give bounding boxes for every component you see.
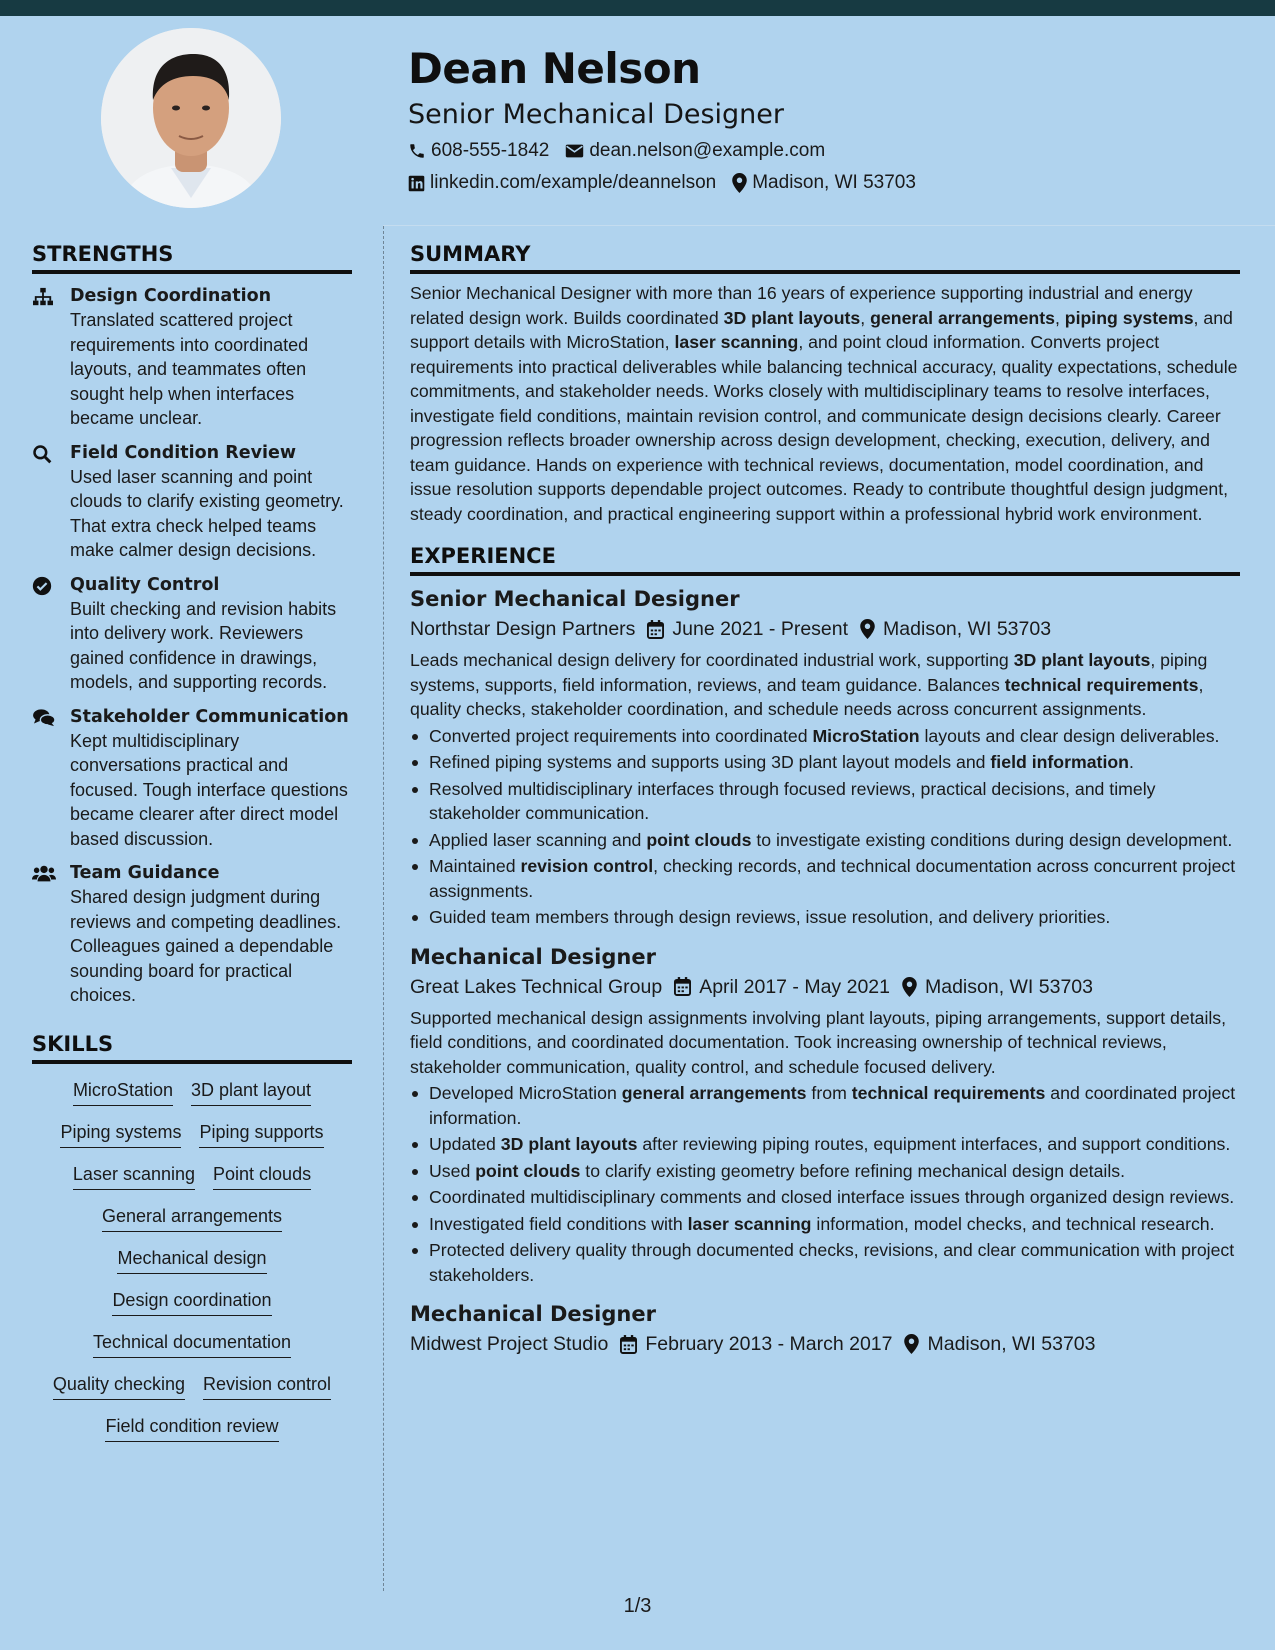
skill-row bbox=[32, 1330, 352, 1358]
skill-tag: Piping supports bbox=[199, 1120, 323, 1148]
contact-line-2 bbox=[408, 170, 1248, 196]
calendar-icon bbox=[635, 620, 672, 639]
bold-keyword: point clouds bbox=[646, 829, 752, 850]
text-segment: Refined piping systems and supports using 3D plant layout models and bbox=[429, 752, 991, 772]
envelope-icon bbox=[565, 143, 584, 159]
skill-row bbox=[32, 1414, 352, 1442]
bullet-item bbox=[410, 777, 1240, 826]
skill-row bbox=[32, 1372, 352, 1400]
skill-tag: Laser scanning bbox=[73, 1162, 195, 1190]
text-segment: Developed MicroStation bbox=[429, 1083, 622, 1103]
job-meta bbox=[410, 972, 1240, 1002]
skill-row bbox=[32, 1162, 352, 1190]
job-title: Mechanical Designer bbox=[410, 1302, 656, 1326]
strength-item bbox=[32, 861, 352, 1008]
strength-description: Translated scattered project requirements into coordinated layouts, and teammates often sought help when interfaces became unclear. bbox=[70, 310, 309, 428]
phone-icon bbox=[408, 142, 426, 160]
text-segment: Used bbox=[429, 1160, 476, 1181]
job-dates: February 2013 - March 2017 bbox=[645, 1333, 893, 1355]
location-contact bbox=[732, 170, 916, 196]
bold-keyword: technical requirements bbox=[1004, 674, 1199, 695]
text-segment: Protected delivery quality through documented checks, revisions, and clear communication with project stakeholders. bbox=[429, 1240, 1235, 1285]
profile-photo bbox=[101, 28, 281, 208]
text-segment: from bbox=[806, 1083, 852, 1103]
map-pin-icon bbox=[892, 1334, 927, 1354]
skill-tag: General arrangements bbox=[102, 1204, 282, 1232]
candidate-title: Senior Mechanical Designer bbox=[408, 99, 784, 130]
strengths-heading: STRENGTHS bbox=[32, 240, 352, 274]
job-company: Great Lakes Technical Group bbox=[410, 975, 663, 998]
candidate-name: Dean Nelson bbox=[408, 44, 701, 93]
job-description bbox=[410, 648, 1240, 722]
sitemap-icon bbox=[32, 284, 70, 431]
skill-tag: Field condition review bbox=[105, 1414, 278, 1442]
skill-tag: 3D plant layout bbox=[191, 1078, 311, 1106]
skill-tag: MicroStation bbox=[73, 1078, 173, 1106]
bold-keyword: 3D plant layouts bbox=[1013, 650, 1151, 670]
linkedin-icon bbox=[408, 175, 425, 192]
strength-content bbox=[70, 284, 352, 431]
job-title: Mechanical Designer bbox=[410, 944, 656, 969]
experience-heading: EXPERIENCE bbox=[410, 542, 1240, 576]
job-location: Madison, WI 53703 bbox=[927, 1333, 1096, 1355]
text-segment: to investigate existing conditions during design development. bbox=[751, 829, 1233, 850]
right-column bbox=[410, 240, 1240, 1359]
bullet-item bbox=[410, 1212, 1240, 1237]
bullet-item bbox=[410, 905, 1240, 930]
skill-row bbox=[32, 1246, 352, 1274]
bullet-item bbox=[410, 724, 1240, 749]
bold-keyword: 3D plant layouts bbox=[500, 1134, 638, 1154]
text-segment: Resolved multidisciplinary interfaces through focused reviews, practical decisions, and timely stakeholder communication. bbox=[429, 778, 1156, 823]
job-meta bbox=[410, 614, 1240, 644]
strength-item bbox=[32, 441, 352, 563]
skills-list bbox=[32, 1078, 352, 1442]
resume-header bbox=[408, 40, 1248, 196]
left-column bbox=[32, 240, 352, 1442]
location-text: Madison, WI 53703 bbox=[752, 172, 916, 193]
bold-keyword: 3D plant layouts bbox=[723, 307, 861, 328]
job-dates: April 2017 - May 2021 bbox=[699, 975, 890, 998]
job-dates: June 2021 - Present bbox=[672, 618, 849, 640]
strength-description: Used laser scanning and point clouds to clarify existing geometry. That extra check helped teams make calmer design decisions. bbox=[70, 466, 344, 560]
text-segment: Updated bbox=[429, 1134, 501, 1154]
skill-tag: Revision control bbox=[203, 1372, 331, 1400]
skill-tag: Mechanical design bbox=[117, 1246, 266, 1274]
job-location: Madison, WI 53703 bbox=[924, 975, 1093, 998]
bullet-item bbox=[410, 828, 1240, 853]
text-segment: Coordinated multidisciplinary comments and closed interface issues through organized design reviews. bbox=[429, 1187, 1235, 1207]
job-entry bbox=[410, 1299, 1240, 1359]
job-company: Northstar Design Partners bbox=[410, 618, 636, 640]
strength-content bbox=[70, 441, 352, 563]
text-segment: to clarify existing geometry before refining mechanical design details. bbox=[580, 1160, 1126, 1181]
bold-keyword: point clouds bbox=[475, 1160, 581, 1181]
email-text[interactable]: dean.nelson@example.com bbox=[589, 140, 826, 161]
text-segment: , bbox=[1054, 307, 1065, 328]
bold-keyword: piping systems bbox=[1064, 307, 1194, 328]
skill-tag: Piping systems bbox=[60, 1120, 181, 1148]
job-entry bbox=[410, 584, 1240, 930]
email-contact[interactable] bbox=[565, 138, 825, 164]
strength-content bbox=[70, 861, 352, 1008]
bold-keyword: laser scanning bbox=[687, 1213, 812, 1234]
job-company: Midwest Project Studio bbox=[410, 1333, 609, 1355]
text-segment: Investigated field conditions with bbox=[429, 1213, 688, 1234]
bullet-item bbox=[410, 1238, 1240, 1287]
skills-heading: SKILLS bbox=[32, 1030, 352, 1064]
skill-row bbox=[32, 1120, 352, 1148]
map-pin-icon bbox=[732, 173, 747, 193]
skill-tag: Quality checking bbox=[53, 1372, 185, 1400]
bullet-item bbox=[410, 750, 1240, 775]
header-divider bbox=[383, 225, 1275, 226]
phone-contact bbox=[408, 138, 549, 164]
map-pin-icon bbox=[890, 977, 925, 997]
strength-item bbox=[32, 284, 352, 431]
job-description bbox=[410, 1006, 1240, 1080]
text-segment: Guided team members through design reviews, issue resolution, and delivery priorities. bbox=[429, 907, 1111, 927]
text-segment: Maintained bbox=[429, 856, 521, 876]
summary-heading: SUMMARY bbox=[410, 240, 1240, 274]
text-segment: Converted project requirements into coordinated bbox=[429, 725, 813, 746]
bullet-item bbox=[410, 854, 1240, 903]
phone-text: 608-555-1842 bbox=[431, 140, 550, 161]
bullet-item bbox=[410, 1081, 1240, 1130]
strength-title: Team Guidance bbox=[70, 863, 220, 883]
column-divider bbox=[383, 226, 384, 1591]
text-segment: Leads mechanical design delivery for coordinated industrial work, supporting bbox=[410, 650, 1014, 670]
strength-title: Stakeholder Communication bbox=[70, 706, 349, 727]
bold-keyword: general arrangements bbox=[621, 1083, 807, 1103]
users-icon bbox=[32, 861, 70, 1008]
bullet-item bbox=[410, 1159, 1240, 1184]
strength-title: Quality Control bbox=[70, 574, 220, 595]
job-title: Senior Mechanical Designer bbox=[410, 587, 740, 611]
bold-keyword: technical requirements bbox=[851, 1083, 1046, 1103]
text-segment: . bbox=[1128, 752, 1134, 772]
bold-keyword: revision control bbox=[520, 856, 654, 876]
text-segment: and coordinated project information. bbox=[429, 1083, 1236, 1128]
bullet-item bbox=[410, 1185, 1240, 1210]
text-segment: Applied laser scanning and bbox=[429, 829, 647, 850]
bullet-item bbox=[410, 1132, 1240, 1157]
page-number: 1/3 bbox=[623, 1595, 652, 1617]
skill-row bbox=[32, 1204, 352, 1232]
map-pin-icon bbox=[848, 619, 883, 639]
job-meta bbox=[410, 1329, 1240, 1359]
check-circle-icon bbox=[32, 573, 70, 695]
skill-row bbox=[32, 1078, 352, 1106]
search-icon bbox=[32, 441, 70, 563]
linkedin-contact[interactable] bbox=[408, 170, 716, 196]
strength-description: Built checking and revision habits into delivery work. Reviewers gained confidence in drawings, models, and supporting records. bbox=[70, 598, 337, 692]
bold-keyword: laser scanning bbox=[674, 332, 799, 352]
bold-keyword: field information bbox=[990, 752, 1129, 772]
text-segment: Supported mechanical design assignments involving plant layouts, piping arrangements, support details, field conditions, and coordinated documentation. Took increasing ownership of technical reviews, stakeholder communication, quality control, and schedule focused delivery. bbox=[410, 1007, 1227, 1077]
job-location: Madison, WI 53703 bbox=[883, 618, 1052, 640]
linkedin-text[interactable]: linkedin.com/example/deannelson bbox=[430, 172, 717, 193]
strength-description: Kept multidisciplinary conversations practical and focused. Tough interface questions became clearer after direct model based discussion. bbox=[70, 730, 348, 849]
skill-tag: Point clouds bbox=[213, 1162, 311, 1190]
text-segment: after reviewing piping routes, equipment interfaces, and support conditions. bbox=[637, 1134, 1231, 1154]
strength-description: Shared design judgment during reviews and competing deadlines. Colleagues gained a dependable sounding board for practical choices. bbox=[70, 887, 342, 1005]
text-segment: , and point cloud information. Converts project requirements into practical deliverables while balancing technical accuracy, quality expectations, schedule commitments, and stakeholder needs. Works closely with multidisciplinary teams to resolve interfaces, investigate field conditions, maintain revision control, and communicate design decisions clearly. Career progression reflects broader ownership across design development, checking, execution, delivery, and team guidance. Hands on experience with technical reviews, documentation, model coordination, and issue resolution supports dependable project outcomes. Ready to contribute thoughtful design judgment, steady coordination, and practical engineering support within a professional hybrid work environment. bbox=[410, 332, 1238, 524]
text-segment: Senior Mechanical Designer with more than 16 years of experience supporting industrial and energy related design work. Builds coordinated bbox=[410, 283, 1193, 328]
contact-line-1 bbox=[408, 138, 1248, 164]
summary-text bbox=[410, 281, 1240, 526]
comments-icon bbox=[32, 705, 70, 852]
text-segment: , checking records, and technical documentation across concurrent project assignments. bbox=[429, 856, 1236, 901]
strength-item bbox=[32, 573, 352, 695]
job-entry bbox=[410, 942, 1240, 1288]
experience-list bbox=[410, 584, 1240, 1359]
bold-keyword: general arrangements bbox=[870, 307, 1055, 328]
strength-item bbox=[32, 705, 352, 852]
text-segment: , and support details with MicroStation, bbox=[410, 307, 1233, 352]
text-segment: information, model checks, and technical research. bbox=[811, 1213, 1215, 1234]
text-segment: layouts and clear design deliverables. bbox=[919, 725, 1220, 746]
strength-content bbox=[70, 705, 352, 852]
strengths-list bbox=[32, 284, 352, 1008]
skill-row bbox=[32, 1288, 352, 1316]
job-bullets bbox=[410, 1081, 1240, 1287]
skill-tag: Technical documentation bbox=[93, 1330, 291, 1358]
strength-title: Field Condition Review bbox=[70, 442, 297, 463]
calendar-icon bbox=[662, 977, 699, 996]
strength-title: Design Coordination bbox=[70, 286, 272, 306]
skill-tag: Design coordination bbox=[112, 1288, 271, 1316]
text-segment: , bbox=[860, 307, 871, 328]
text-segment: , piping systems, supports, field information, reviews, and team guidance. Balances bbox=[410, 650, 1208, 695]
text-segment: , quality checks, stakeholder coordination, and schedule needs across concurrent assignments. bbox=[410, 674, 1204, 719]
strength-content bbox=[70, 573, 352, 695]
top-accent-bar bbox=[0, 0, 1275, 16]
calendar-icon bbox=[608, 1335, 645, 1354]
job-bullets bbox=[410, 724, 1240, 930]
bold-keyword: MicroStation bbox=[812, 725, 920, 746]
